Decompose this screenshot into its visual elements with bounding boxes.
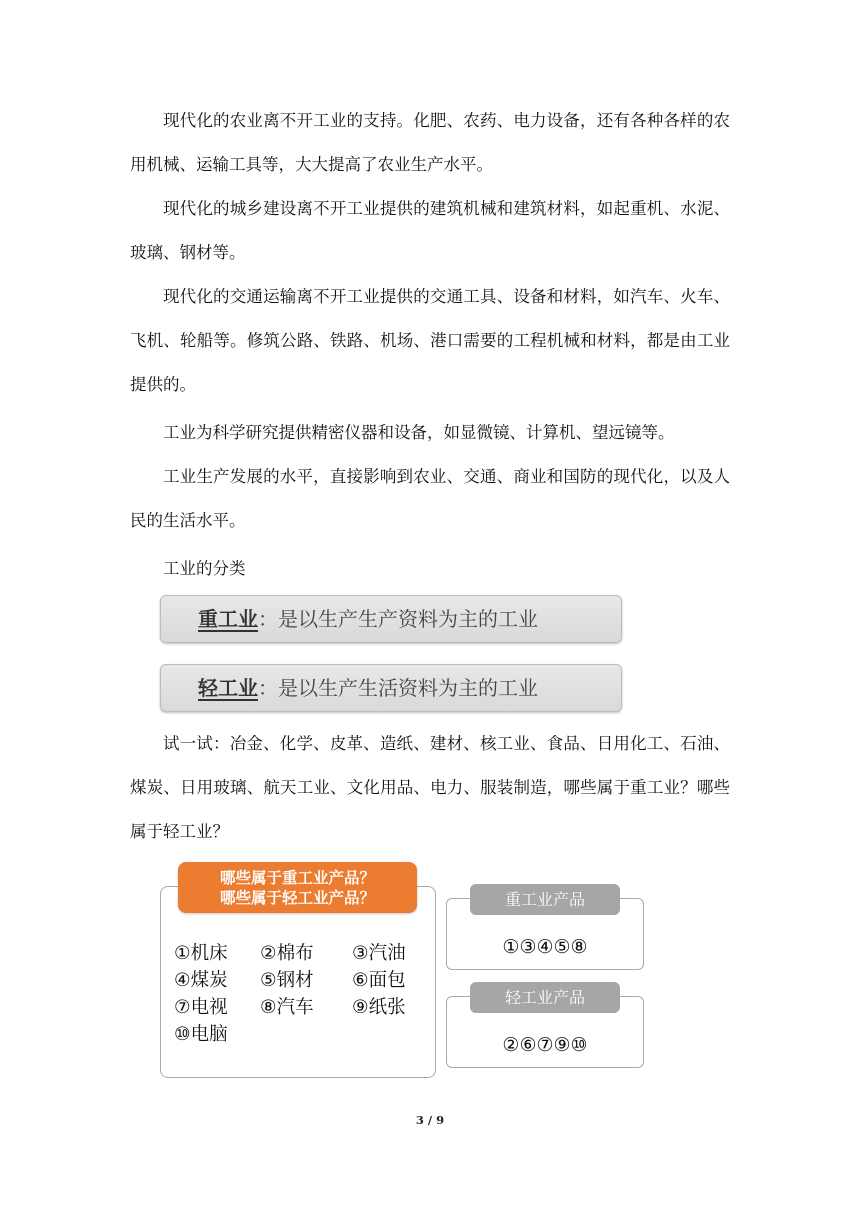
heavy-products-label: 重工业产品 <box>470 884 620 915</box>
products-list <box>174 940 424 1048</box>
product-item: ⑤钢材 <box>260 970 314 991</box>
question-line-heavy: 哪些属于重工业产品？ <box>219 869 375 887</box>
product-item: ④煤炭 <box>174 970 228 991</box>
paragraph-research: 工业为科学研究提供精密仪器和设备，如显微镜、计算机、望远镜等。 <box>163 423 675 442</box>
light-industry-term: 轻工业 <box>198 676 258 700</box>
question-line-light: 哪些属于轻工业产品？ <box>219 889 375 907</box>
product-item: ②棉布 <box>260 943 314 964</box>
product-item: ①机床 <box>174 943 228 964</box>
light-products-answer: ②⑥⑦⑨⑩ <box>502 1034 588 1056</box>
question-tag <box>178 862 417 913</box>
product-item: ⑩电脑 <box>174 1024 228 1045</box>
exercise-paragraph: 试一试：冶金、化学、皮革、造纸、建材、核工业、食品、日用化工、石油、煤炭、日用玻璃、航天工业、文化用品、电力、服装制造，哪些属于重工业？哪些属于轻工业？ <box>130 734 730 841</box>
product-item: ⑨纸张 <box>352 997 406 1018</box>
heavy-industry-definition <box>160 595 622 643</box>
light-products-label: 轻工业产品 <box>470 982 620 1013</box>
paragraph-construction: 现代化的城乡建设离不开工业提供的建筑机械和建筑材料，如起重机、水泥、玻璃、钢材等。 <box>130 199 730 262</box>
heavy-products-answer: ①③④⑤⑧ <box>502 936 588 958</box>
classification-heading: 工业的分类 <box>163 559 246 578</box>
paragraph-agriculture: 现代化的农业离不开工业的支持。化肥、农药、电力设备，还有各种各样的农用机械、运输工具等，大大提高了农业生产水平。 <box>130 111 730 174</box>
heavy-industry-term: 重工业 <box>198 607 258 631</box>
page-number: 3 / 9 <box>415 1113 445 1127</box>
product-item: ⑥面包 <box>352 970 406 991</box>
paragraph-impact: 工业生产发展的水平，直接影响到农业、交通、商业和国防的现代化，以及人民的生活水平。 <box>130 467 730 530</box>
product-item: ③汽油 <box>352 943 406 964</box>
light-industry-definition <box>160 664 622 712</box>
paragraph-transport: 现代化的交通运输离不开工业提供的交通工具、设备和材料，如汽车、火车、飞机、轮船等。修筑公路、铁路、机场、港口需要的工程机械和材料，都是由工业提供的。 <box>130 287 730 394</box>
product-item: ⑦电视 <box>174 997 228 1018</box>
light-industry-text: ：是以生产生活资料为主的工业 <box>258 676 538 700</box>
product-item: ⑧汽车 <box>260 997 314 1018</box>
heavy-industry-text: ：是以生产生产资料为主的工业 <box>258 607 538 631</box>
